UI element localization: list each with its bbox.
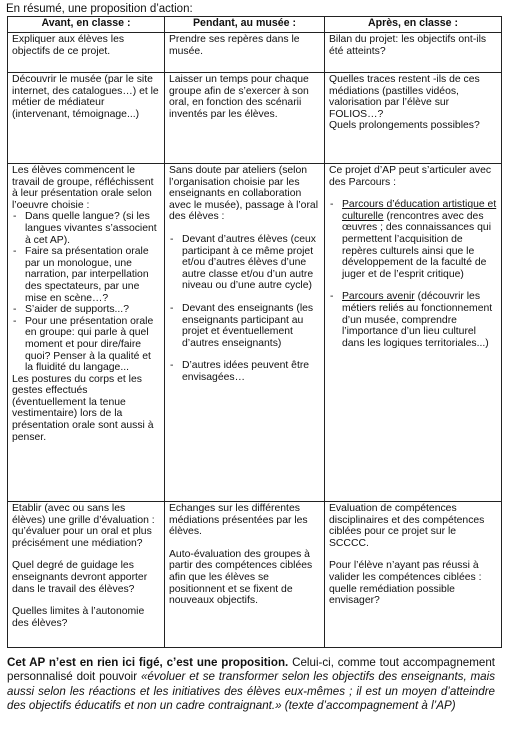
list-item [342,291,497,349]
table-row [8,73,502,164]
parcours-title: Parcours avenir [342,291,415,303]
cell-text: Auto-évaluation des groupes à partir des compétences ciblées afin que les élèves se positionnent et se fixent de nouveaux objectifs. [169,548,313,607]
cell-text: Sans doute par ateliers (selon l’organisation choisie par les enseignants en collaboration avec le musée), passage à l’oral des élèves : [169,165,319,223]
cell [325,33,502,73]
cell-text: Pour l’élève n’ayant pas réussi à valider les compétences ciblées : quelle remédiation possible envisager? [329,560,482,607]
question-list [12,211,160,373]
cell [165,33,325,73]
cell-text: Quels prolongements possibles? [329,120,480,132]
cell [8,502,165,648]
footer-bold: Cet AP n’est en rien ici figé, c’est une proposition. [7,656,289,669]
cell [165,164,325,502]
intro-text: En résumé, une proposition d’action: [6,3,193,15]
cell [325,164,502,502]
list-item: - Dans quelle langue? (si les langues vivantes s’associent à cet AP). [25,211,160,246]
table-row [8,33,502,73]
footer-plain: Celui-ci, comme tout accompagnement personnalisé doit pouvoir [7,656,495,684]
cell [8,73,165,164]
table-header-row [8,17,502,33]
header-pendant: Pendant, au musée : [165,17,325,33]
list-item [342,199,497,280]
cell [325,73,502,164]
table-row [8,502,502,648]
parcours-text: (rencontres avec des œuvres ; des connaissances qui permettent l’acquisition de repères culturels ainsi que le développement de la faculté de juger et de l’esprit critique) [342,210,492,280]
parcours-list [329,199,497,349]
audience-list [169,234,320,384]
cell-text: Les postures du corps et les gestes effectués (éventuellement la tenue vestimentaire) lors de la présentation orale sont aussi à penser. [12,373,154,443]
action-table [7,16,502,648]
cell [165,502,325,648]
header-apres: Après, en classe : [325,17,502,33]
cell-text: Découvrir le musée (par le site internet, des catalogues…) et le métier de médiateur (intervenant, témoignage...) [12,74,159,120]
cell [325,502,502,648]
list-item: - D’autres idées peuvent être envisagées… [182,360,320,383]
cell-text: Quel degré de guidage les enseignants devront apporter dans le travail des élèves? [12,560,148,595]
cell-text-a: Quelles traces restent -ils de ces médiations (pastilles vidéos, valorisation par l’élève sur FOLIOS…? [329,74,480,120]
cell-text: Prendre ses repères dans le musée. [169,34,300,57]
list-item: - Pour une présentation orale en groupe: qui parle à quel moment et pour dire/faire quoi? Penser à la qualité et la fluidité du langage... [25,316,160,374]
cell-text: Echanges sur les différentes médiations présentées par les élèves. [169,503,308,538]
parcours-text: (découvrir les métiers reliés au fonctionnement d’un musée, comprendre l’importance d’un lieu culturel dans les logiques territoriales...) [342,291,493,349]
cell-text: Laisser un temps pour chaque groupe afin de s’exercer à son oral, en fonction des scénarii inventés par les élèves. [169,74,309,120]
cell [8,33,165,73]
cell [165,73,325,164]
cell-text: Bilan du projet: les objectifs ont-ils été atteints? [329,34,487,57]
parcours-title: Parcours d’éducation artistique et culturelle [342,199,497,222]
cell-text: Expliquer aux élèves les objectifs de ce projet. [12,34,125,57]
list-item: - Devant d’autres élèves (ceux participant à ce même projet et/ou d’autres élèves d’une autre classe et/ou d’un autre niveau ou d’une autre cycle) [182,234,320,292]
list-item: - Faire sa présentation orale par un monologue, une narration, par interpellation des spectateurs, par une mise en scène…? [25,246,160,304]
list-item: - S’aider de supports...? [25,304,160,316]
cell [8,164,165,502]
footer-italic: «évoluer et se transformer selon les objectifs des enseignants, mais aussi selon les réactions et les initiatives des élèves eux-mêmes ; il est un moyen d’atteindre des objectifs éducatifs et non un cadre contraignant.» (texte d’accompagnement à l’AP) [7,670,495,712]
cell-text: Ce projet d’AP peut s’articuler avec des Parcours : [329,165,492,188]
cell-text: Evaluation de compétences disciplinaires et des compétences ciblées pour ce projet sur le SCCCC. [329,503,485,549]
list-item: - Devant des enseignants (les enseignants participant au projet et éventuellement d’autres enseignants) [182,303,320,349]
cell-text: Etablir (avec ou sans les élèves) une grille d’évaluation : qu’évaluer pour un oral et plus précisément une médiation? [12,503,155,549]
cell-text: Les élèves commencent le travail de groupe, réfléchissent à leur présentation orale selon l’oeuvre choisie : [12,165,154,211]
cell-text: Quelles limites à l’autonomie des élèves? [12,606,145,629]
table-row [8,164,502,502]
header-avant: Avant, en classe : [8,17,165,33]
footer-note [7,656,495,713]
cell-text [329,74,497,120]
